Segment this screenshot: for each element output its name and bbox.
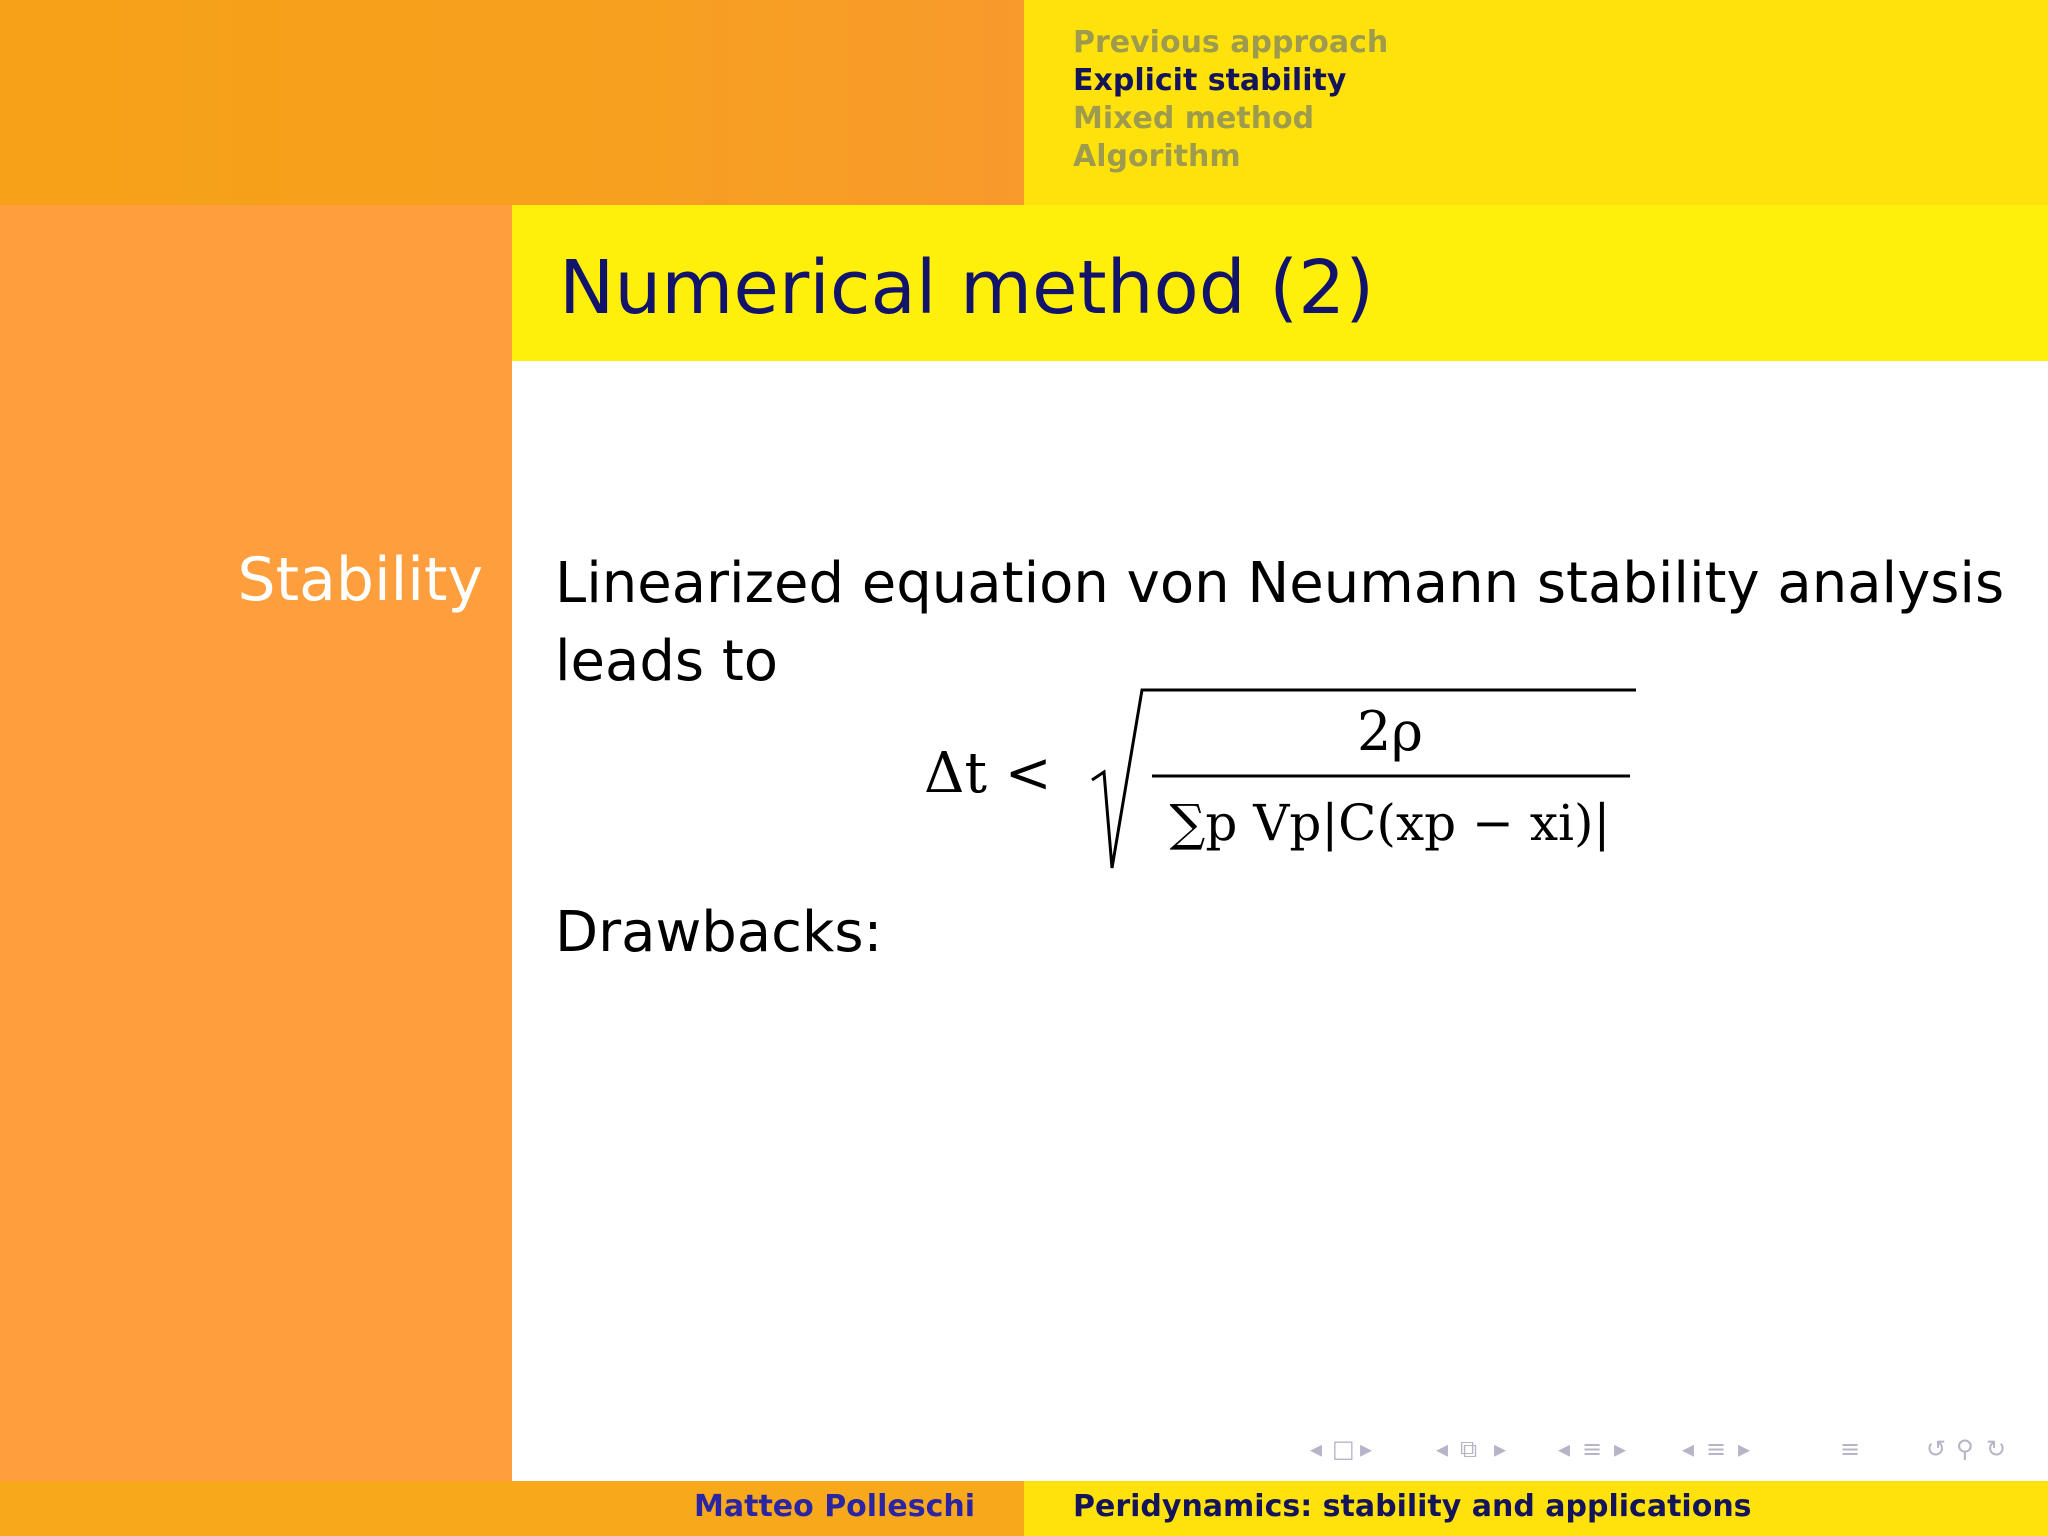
arrow-right-icon[interactable]: ▸ [1360, 1435, 1373, 1463]
sidebar-label: Stability [237, 545, 483, 615]
subsection-nav [1073, 24, 1388, 176]
arrow-left-icon[interactable]: ◂ [1682, 1435, 1695, 1463]
header-subsections-panel [1024, 0, 2048, 205]
title-bar [512, 205, 2048, 361]
body-text: Linearized equation von Neumann stability analysis leads to [555, 551, 2005, 694]
toc-icon[interactable]: ≡ [1840, 1435, 1861, 1463]
slide-body [555, 545, 2015, 701]
arrow-left-icon[interactable]: ◂ [1558, 1435, 1571, 1463]
subsection-icon[interactable]: ⧉ [1460, 1435, 1478, 1463]
frame-icon[interactable]: □ [1332, 1435, 1355, 1463]
footer-title: Peridynamics: stability and applications [1073, 1489, 1752, 1524]
footer-author-panel [0, 1481, 1024, 1536]
formula-lhs: Δt < [924, 741, 1052, 806]
arrow-left-icon[interactable]: ◂ [1436, 1435, 1449, 1463]
drawbacks-label: Drawbacks: [555, 900, 883, 965]
arrow-right-icon[interactable]: ▸ [1738, 1435, 1751, 1463]
subsection-nav-mixed-method[interactable]: Mixed method [1073, 101, 1315, 136]
search-icon[interactable]: ⚲ [1956, 1435, 1974, 1463]
header-sections-panel [0, 0, 1024, 205]
formula-numerator: 2ρ [1356, 700, 1424, 763]
footer-author: Matteo Polleschi [694, 1489, 975, 1524]
toc-icon[interactable]: ≡ [1706, 1435, 1727, 1463]
slide-title: Numerical method (2) [559, 245, 1375, 331]
subsection-nav-previous-approach[interactable]: Previous approach [1073, 25, 1389, 60]
navigation-bar [1310, 1432, 2030, 1466]
arrow-right-icon[interactable]: ▸ [1614, 1435, 1627, 1463]
undo-icon[interactable]: ↺ [1926, 1435, 1947, 1463]
stability-formula [920, 680, 1640, 880]
formula-denominator: ∑p Vp|C(xp − xi)| [1169, 794, 1611, 852]
arrow-right-icon[interactable]: ▸ [1494, 1435, 1507, 1463]
redo-icon[interactable]: ↻ [1986, 1435, 2007, 1463]
sidebar [0, 205, 512, 1481]
arrow-left-icon[interactable]: ◂ [1310, 1435, 1323, 1463]
subsection-nav-explicit-stability[interactable]: Explicit stability [1073, 63, 1347, 98]
footer-title-panel [1024, 1481, 2048, 1536]
subsection-nav-algorithm[interactable]: Algorithm [1073, 139, 1241, 174]
section-icon[interactable]: ≡ [1582, 1435, 1603, 1463]
